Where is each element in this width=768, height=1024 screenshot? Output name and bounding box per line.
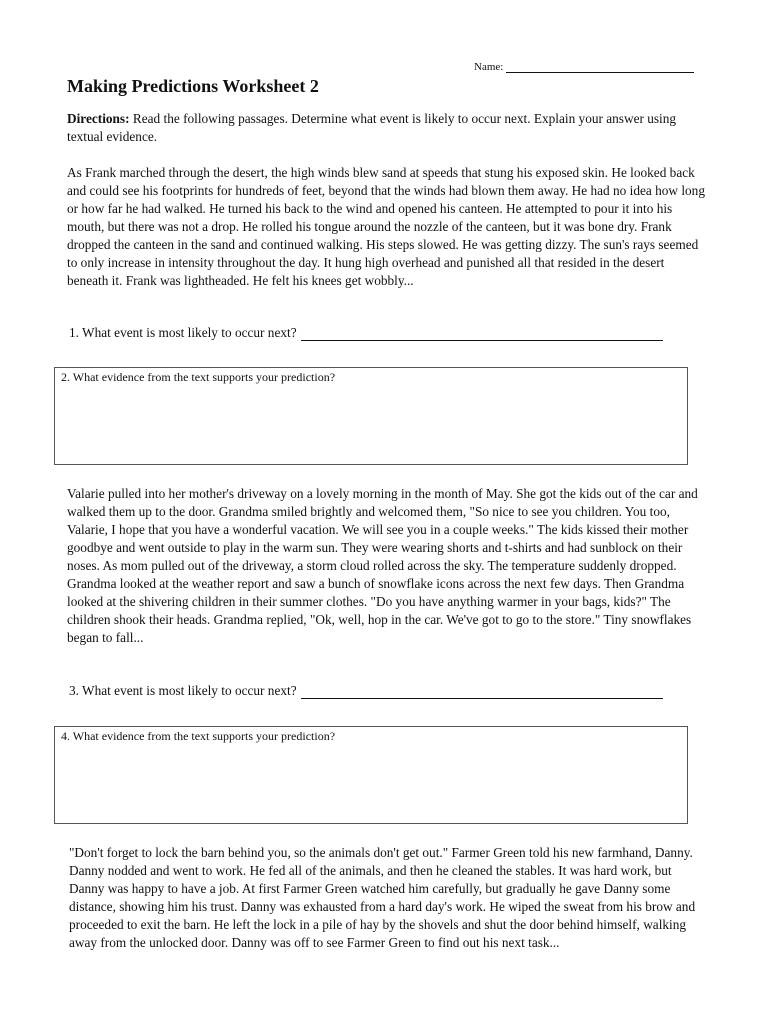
question-4-text: 4. What evidence from the text supports your prediction? — [61, 729, 336, 743]
question-1-answer-line[interactable] — [301, 326, 663, 341]
question-3-text: 3. What event is most likely to occur next? — [69, 683, 297, 698]
passage-1: As Frank marched through the desert, the high winds blew sand at speeds that stung his exposed skin. He looked back and could see his footprints for hundreds of feet, beyond that the winds had blown them away. He had no idea how long or how far he had walked. He turned his back to the wind and opened his canteen. He attempted to pour it into his mouth, but there was not a drop. He rolled his tongue around the nozzle of the canteen, but it was bone dry. Frank dropped the canteen in the sand and continued walking. His steps slowed. He was getting dizzy. The sun's rays seemed to only increase in intensity throughout the day. It hung high overhead and punished all that resided in the desert beneath it. Frank was lightheaded. He felt his knees get wobbly... — [67, 165, 705, 288]
question-2-text: 2. What evidence from the text supports your prediction? — [61, 370, 336, 384]
question-1 — [69, 325, 663, 341]
question-3 — [69, 683, 663, 699]
name-field — [474, 60, 694, 73]
question-1-text: 1. What event is most likely to occur next? — [69, 325, 297, 340]
evidence-box-4[interactable] — [54, 726, 688, 824]
question-3-answer-line[interactable] — [301, 684, 663, 699]
evidence-box-2[interactable] — [54, 367, 688, 465]
name-label: Name: — [474, 61, 504, 73]
directions — [67, 110, 707, 146]
directions-text: Read the following passages. Determine what event is likely to occur next. Explain your answer using textual evidence. — [67, 111, 677, 144]
passage-3: "Don't forget to lock the barn behind you, so the animals don't get out." Farmer Green told his new farmhand, Danny. Danny nodded and went to work. He fed all of the animals, and then he cleaned the stables. It was hard work, but Danny was happy to have a job. At first Farmer Green watched him carefully, but gradually he gave Danny some distance, showing him his trust. Danny was exhausted from a hard day's work. He wiped the sweat from his brow and proceeded to exit the barn. He left the lock in a pile of hay by the shovels and shut the door behind himself, walking away from the unlocked door. Danny was off to see Farmer Green to find out his next task... — [69, 845, 696, 950]
name-blank-line[interactable] — [506, 60, 694, 73]
page-title: Making Predictions Worksheet 2 — [67, 76, 319, 96]
directions-label: Directions: — [67, 111, 130, 126]
passage-2: Valarie pulled into her mother's driveway on a lovely morning in the month of May. She got the kids out of the car and walked them up to the door. Grandma smiled brightly and welcomed them, "So nice to see you children. You too, Valarie, I hope that you have a wonderful vacation. We will see you in a couple weeks." The kids kissed their mother goodbye and went outside to play in the warm sun. They were wearing shorts and t-shirts and had sunblock on their noses. As mom pulled out of the driveway, a storm cloud rolled across the sky. The temperature suddenly dropped. Grandma looked at the weather report and saw a bunch of snowflake icons across the next few days. Then Grandma looked at the shivering children in their summer clothes. "Do you have anything warmer in your bags, kids?" The children shook their heads. Grandma replied, "Ok, well, hop in the car. We've got to go to the store." Tiny snowflakes began to fall... — [67, 486, 698, 645]
